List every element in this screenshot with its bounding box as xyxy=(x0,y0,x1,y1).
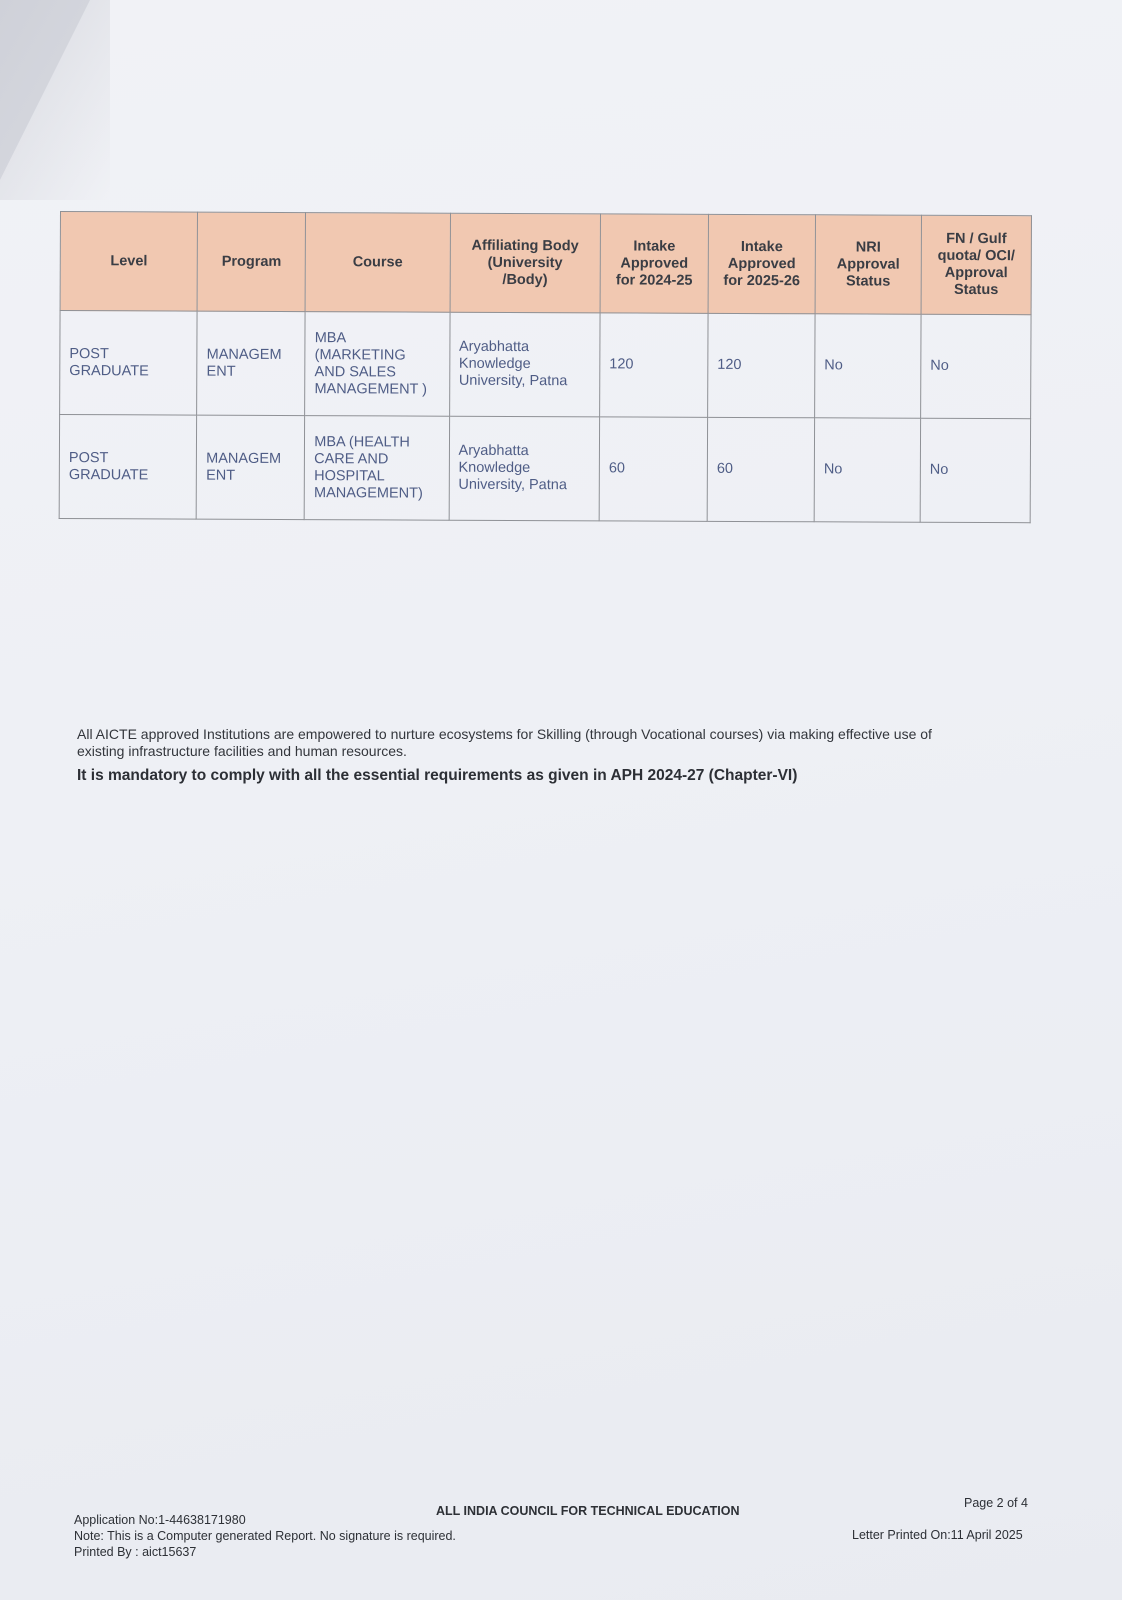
skilling-notice: All AICTE approved Institutions are empowered to nurture ecosystems for Skilling (through Vocational courses) via making effective use of existing infrastructure facilities and human resources. xyxy=(77,726,932,759)
course-approval-table xyxy=(59,211,1032,523)
page-fold-shadow xyxy=(0,0,110,200)
mandatory-compliance-notice: It is mandatory to comply with all the essential requirements as given in APH 2024-27 (Chapter-VI) xyxy=(77,767,798,784)
cell-level: POST GRADUATE xyxy=(59,415,197,520)
table-header-row xyxy=(60,212,1031,315)
header-level: Level xyxy=(60,212,198,312)
header-intake-2024-25: Intake Approved for 2024-25 xyxy=(600,214,708,313)
cell-nri-status: No xyxy=(815,314,921,418)
council-name: ALL INDIA COUNCIL FOR TECHNICAL EDUCATION xyxy=(436,1504,740,1518)
cell-intake-2024-25: 60 xyxy=(599,417,707,521)
cell-fn-gulf-status: No xyxy=(920,418,1031,522)
cell-intake-2025-26: 120 xyxy=(708,313,815,417)
cell-nri-status: No xyxy=(814,418,920,522)
letter-printed-date: Letter Printed On:11 April 2025 xyxy=(852,1528,1023,1542)
cell-level: POST GRADUATE xyxy=(60,311,198,416)
cell-course: MBA (MARKETING AND SALES MANAGEMENT ) xyxy=(305,312,450,417)
header-fn-gulf-status: FN / Gulf quota/ OCI/ Approval Status xyxy=(921,215,1031,314)
cell-fn-gulf-status: No xyxy=(921,314,1032,418)
cell-affiliating-body: Aryabhatta Knowledge University, Patna xyxy=(449,416,600,521)
application-number: Application No:1-44638171980 xyxy=(74,1513,246,1527)
header-affiliating-body: Affiliating Body (University /Body) xyxy=(450,213,601,313)
cell-program: MANAGEM ENT xyxy=(197,311,305,415)
printed-by: Printed By : aict15637 xyxy=(74,1545,197,1559)
cell-intake-2024-25: 120 xyxy=(600,313,708,417)
cell-affiliating-body: Aryabhatta Knowledge University, Patna xyxy=(449,312,600,417)
cell-course: MBA (HEALTH CARE AND HOSPITAL MANAGEMENT) xyxy=(304,416,449,521)
header-nri-status: NRI Approval Status xyxy=(815,215,921,314)
header-intake-2025-26: Intake Approved for 2025-26 xyxy=(708,214,815,313)
header-program: Program xyxy=(197,212,305,311)
footer-application-info xyxy=(74,1512,456,1560)
cell-intake-2025-26: 60 xyxy=(707,417,814,521)
table-row xyxy=(60,311,1031,419)
cell-program: MANAGEM ENT xyxy=(196,415,304,519)
page-number: Page 2 of 4 xyxy=(964,1496,1028,1510)
table-row xyxy=(59,415,1030,523)
header-course: Course xyxy=(305,213,450,313)
computer-generated-note: Note: This is a Computer generated Report. No signature is required. xyxy=(74,1529,456,1543)
